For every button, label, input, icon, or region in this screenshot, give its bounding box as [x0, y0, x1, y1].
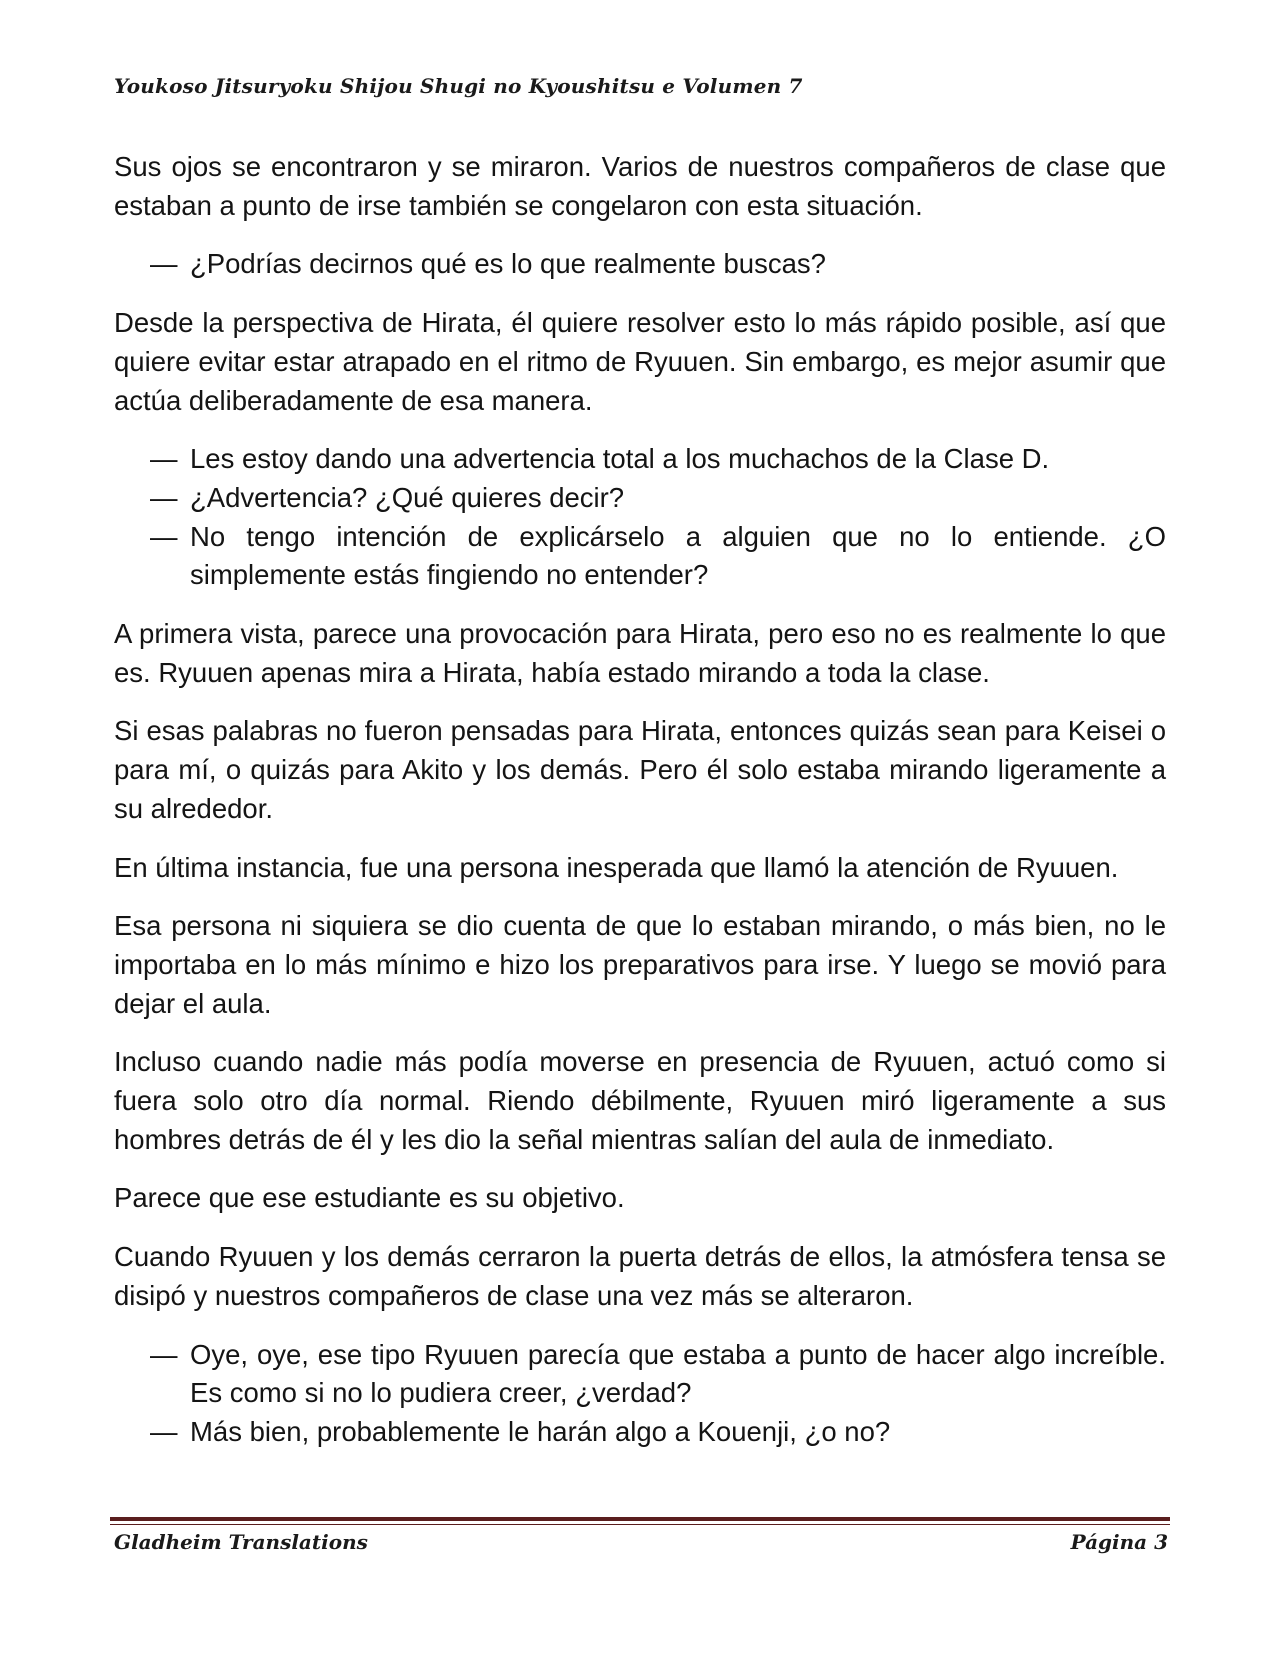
- dialogue-text: Más bien, probablemente le harán algo a Kouenji, ¿o no?: [190, 1415, 891, 1447]
- dialogue-text: No tengo intención de explicárselo a alguien que no lo entiende. ¿O simplemente estás fingiendo no entender?: [190, 520, 1166, 591]
- dialogue-text: ¿Advertencia? ¿Qué quieres decir?: [190, 481, 625, 513]
- running-header-title: Youkoso Jitsuryoku Shijou Shugi no Kyoushitsu e Volumen 7: [114, 74, 803, 98]
- paragraph: Si esas palabras no fueron pensadas para Hirata, entonces quizás sean para Keisei o para mí, o quizás para Akito y los demás. Pero él solo estaba mirando ligeramente a su alrededor.: [114, 715, 1166, 824]
- paragraph: Sus ojos se encontraron y se miraron. Varios de nuestros compañeros de clase que estaban a punto de irse también se congelaron con esta situación.: [114, 151, 1166, 221]
- paragraph: En última instancia, fue una persona inesperada que llamó la atención de Ryuuen.: [114, 851, 1119, 883]
- dialogue-dash: —: [150, 1415, 178, 1447]
- dialogue-block: [114, 518, 1166, 595]
- dialogue-dash: —: [150, 248, 178, 280]
- dialogue-block: [114, 245, 1166, 284]
- page-body: [114, 148, 1166, 1472]
- dialogue-text: Oye, oye, ese tipo Ryuuen parecía que estaba a punto de hacer algo increíble. Es como si no lo pudiera creer, ¿verdad?: [190, 1338, 1166, 1409]
- paragraph: Esa persona ni siquiera se dio cuenta de que lo estaban mirando, o más bien, no le importaba en lo más mínimo e hizo los preparativos para irse. Y luego se movió para dejar el aula.: [114, 910, 1166, 1019]
- dialogue-line: [150, 479, 1166, 518]
- paragraph: Incluso cuando nadie más podía moverse en presencia de Ryuuen, actuó como si fuera solo otro día normal. Riendo débilmente, Ryuuen miró ligeramente a sus hombres detrás de él y les dio la señal mientras salían del aula de inmediato.: [114, 1046, 1166, 1155]
- dialogue-dash: —: [150, 443, 178, 475]
- dialogue-text: Les estoy dando una advertencia total a los muchachos de la Clase D.: [190, 443, 1050, 475]
- dialogue-line: [150, 1336, 1166, 1413]
- paragraph: Cuando Ryuuen y los demás cerraron la puerta detrás de ellos, la atmósfera tensa se disipó y nuestros compañeros de clase una vez más se alteraron.: [114, 1241, 1166, 1311]
- footer-credit: Gladheim Translations: [114, 1530, 368, 1554]
- paragraph: Desde la perspectiva de Hirata, él quiere resolver esto lo más rápido posible, así que quiere evitar estar atrapado en el ritmo de Ryuuen. Sin embargo, es mejor asumir que actúa deliberadamente de esa manera.: [114, 307, 1166, 416]
- dialogue-text: ¿Podrías decirnos qué es lo que realmente buscas?: [190, 248, 826, 280]
- paragraph: Parece que ese estudiante es su objetivo.: [114, 1182, 625, 1214]
- footer-divider-thin: [110, 1524, 1170, 1525]
- dialogue-line: [150, 245, 1166, 284]
- dialogue-dash: —: [150, 481, 178, 513]
- dialogue-block: [114, 479, 1166, 518]
- dialogue-dash: —: [150, 520, 178, 552]
- dialogue-line: [150, 518, 1166, 595]
- paragraph: A primera vista, parece una provocación para Hirata, pero eso no es realmente lo que es. Ryuuen apenas mira a Hirata, había estado mirando a toda la clase.: [114, 618, 1166, 688]
- dialogue-dash: —: [150, 1338, 178, 1370]
- dialogue-block: [114, 1413, 1166, 1452]
- dialogue-block: [114, 440, 1166, 479]
- dialogue-line: [150, 1413, 1166, 1452]
- dialogue-block: [114, 1336, 1166, 1413]
- page-number: Página 3: [1070, 1530, 1168, 1554]
- footer-divider: [110, 1517, 1170, 1521]
- dialogue-line: [150, 440, 1166, 479]
